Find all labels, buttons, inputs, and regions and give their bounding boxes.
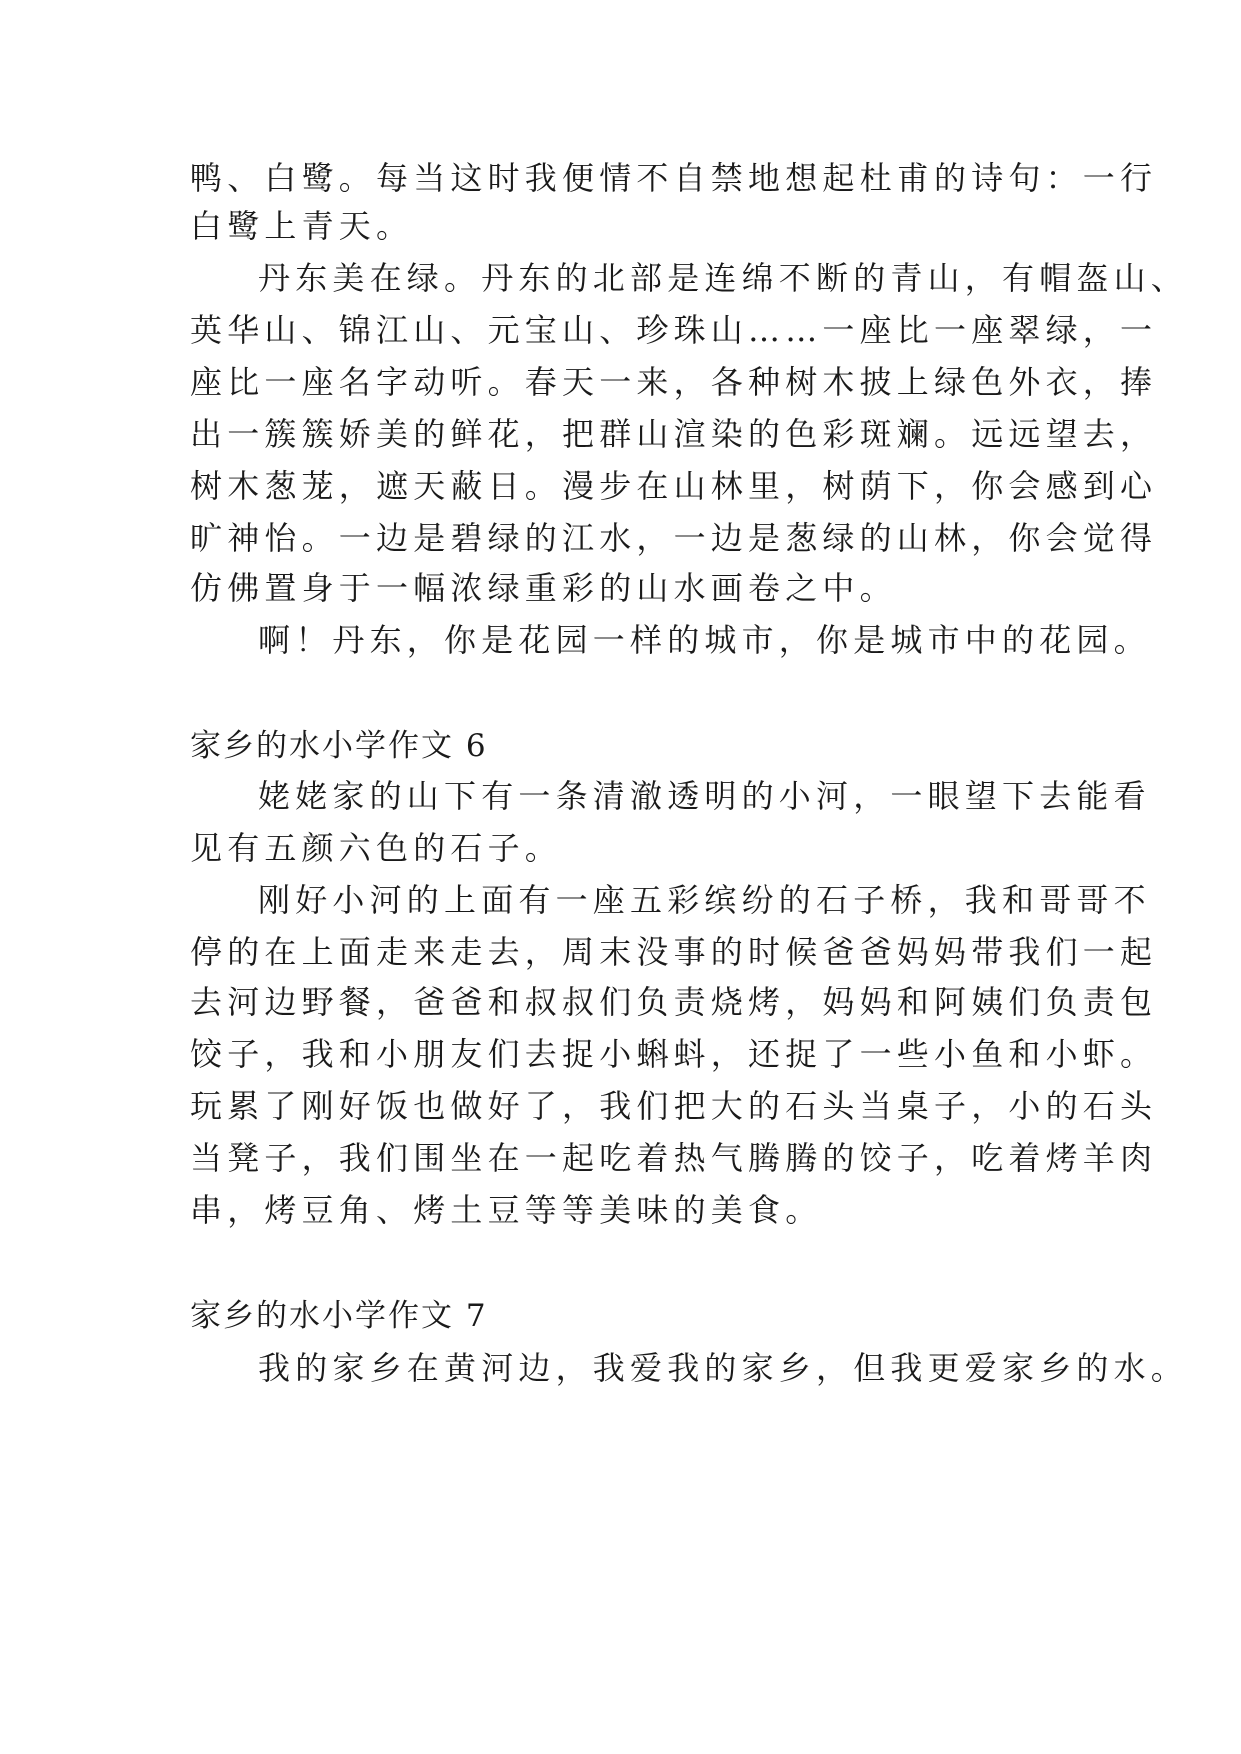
- text-line: 停的在上面走来走去，周末没事的时候爸爸妈妈带我们一起: [190, 933, 1158, 971]
- text-line: 仿佛置身于一幅浓绿重彩的山水画卷之中。: [190, 569, 897, 607]
- text-line: 座比一座名字动听。春天一来，各种树木披上绿色外衣，捧: [190, 363, 1158, 401]
- text-line: 饺子，我和小朋友们去捉小蝌蚪，还捉了一些小鱼和小虾。: [190, 1035, 1158, 1073]
- text-line: 树木葱茏，遮天蔽日。漫步在山林里，树荫下，你会感到心: [190, 467, 1158, 505]
- text-line: 英华山、锦江山、元宝山、珍珠山……一座比一座翠绿，一: [190, 311, 1158, 349]
- text-line: 旷神怡。一边是碧绿的江水，一边是葱绿的山林，你会觉得: [190, 519, 1158, 557]
- paragraph-start: 我的家乡在黄河边，我爱我的家乡，但我更爱家乡的水。: [258, 1349, 1189, 1387]
- text-line: 玩累了刚好饭也做好了，我们把大的石头当桌子，小的石头: [190, 1087, 1158, 1125]
- text-line: 当凳子，我们围坐在一起吃着热气腾腾的饺子，吃着烤羊肉: [190, 1139, 1158, 1177]
- paragraph-start: 刚好小河的上面有一座五彩缤纷的石子桥，我和哥哥不: [258, 881, 1151, 919]
- section-heading: 家乡的水小学作文 6: [190, 728, 488, 764]
- paragraph-start: 姥姥家的山下有一条清澈透明的小河，一眼望下去能看: [258, 777, 1151, 815]
- section-heading: 家乡的水小学作文 7: [190, 1298, 488, 1334]
- text-line: 白鹭上青天。: [190, 207, 414, 245]
- paragraph-start: 啊！丹东，你是花园一样的城市，你是城市中的花园。: [258, 621, 1151, 659]
- text-line: 见有五颜六色的石子。: [190, 829, 563, 867]
- text-line: 出一簇簇娇美的鲜花，把群山渲染的色彩斑斓。远远望去，: [190, 415, 1158, 453]
- text-line: 串，烤豆角、烤土豆等等美味的美食。: [190, 1191, 823, 1229]
- text-line: 去河边野餐，爸爸和叔叔们负责烧烤，妈妈和阿姨们负责包: [190, 983, 1158, 1021]
- paragraph-start: 丹东美在绿。丹东的北部是连绵不断的青山，有帽盔山、: [258, 259, 1189, 297]
- text-line: 鸭、白鹭。每当这时我便情不自禁地想起杜甫的诗句：一行: [190, 159, 1158, 197]
